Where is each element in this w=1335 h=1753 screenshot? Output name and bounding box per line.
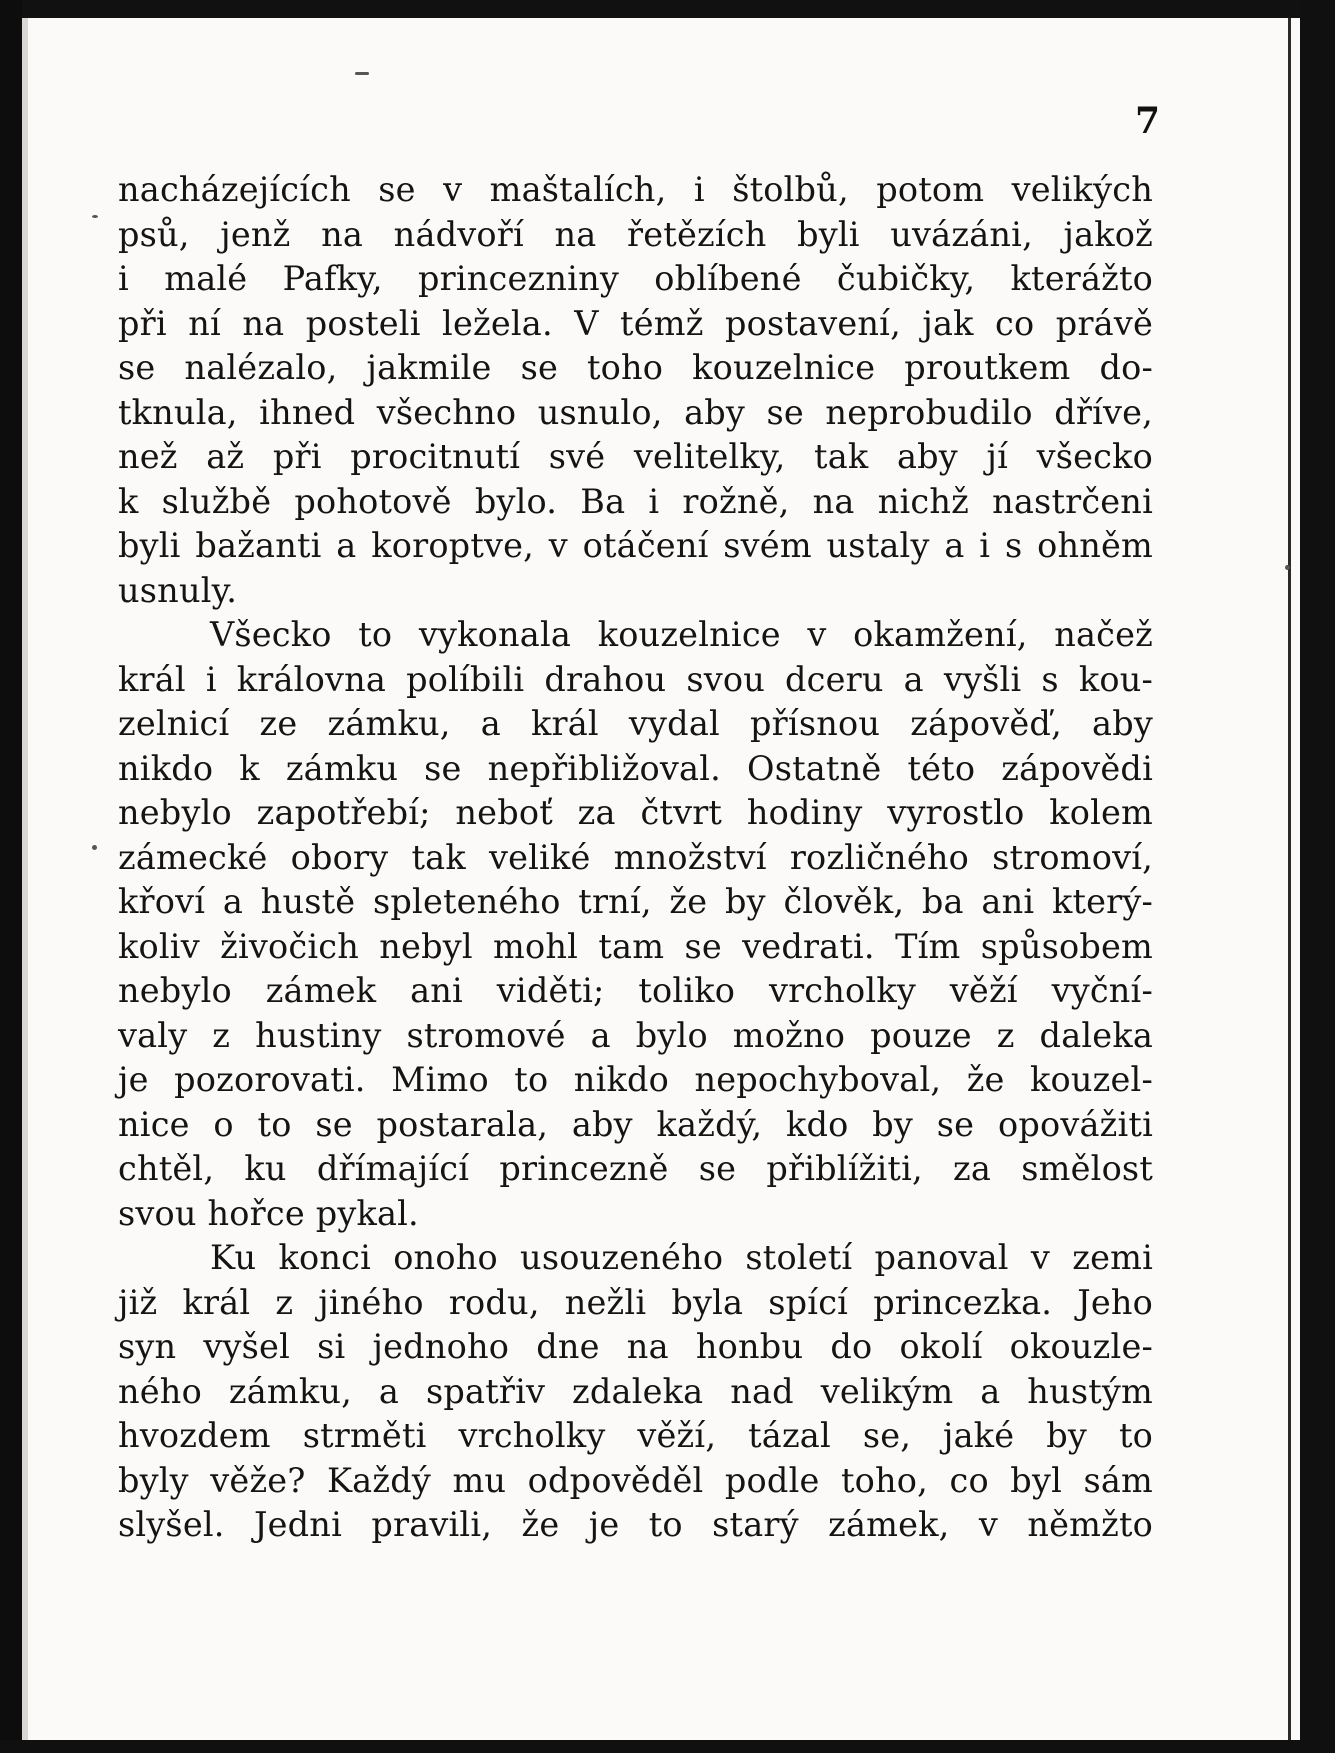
text-line: než až při procitnutí své velitelky, tak aby jí všecko — [118, 437, 1153, 476]
text-line: nacházejících se v maštalích, i štolbů, potom velikých — [118, 170, 1153, 209]
dust-speck — [92, 845, 97, 850]
text-line: zámecké obory tak veliké množství rozličného stromoví, — [118, 837, 1153, 877]
text-line: k službě pohotově bylo. Ba i rožně, na nichž nastrčeni — [118, 481, 1153, 521]
text-line: svou hořce pykal. — [118, 1193, 419, 1233]
text-line: nebylo zapotřebí; neboť za čtvrt hodiny vyrostlo kolem — [118, 793, 1153, 832]
text-line: je pozorovati. Mimo to nikdo nepochyboval, že kouzel- — [118, 1060, 1153, 1099]
scan-left-edge — [0, 0, 22, 1753]
text-line: hvozdem strměti vrcholky věží, tázal se, jaké by to — [118, 1416, 1153, 1455]
text-line: nebylo zámek ani viděti; toliko vrcholky věží vyční- — [118, 971, 1153, 1010]
scan-right-border — [1300, 0, 1335, 1753]
text-line: syn vyšel si jednoho dne na honbu do okolí okouzle- — [118, 1327, 1153, 1366]
dust-speck — [92, 215, 98, 218]
text-line: nikdo k zámku se nepřibližoval. Ostatně této zápovědi — [118, 748, 1153, 788]
text-line: při ní na posteli ležela. V témž postavení, jak co právě — [118, 303, 1153, 343]
text-line: byly věže? Každý mu odpověděl podle toho, co byl sám — [118, 1460, 1153, 1500]
text-line: křoví a hustě spleteného trní, že by člověk, ba ani který- — [118, 882, 1153, 921]
text-line: již král z jiného rodu, nežli byla spící princezka. Jeho — [118, 1282, 1153, 1322]
text-line: i malé Pafky, princezniny oblíbené čubičky, kterážto — [118, 259, 1153, 298]
text-line: král i královna políbili drahou svou dceru a vyšli s kou- — [118, 659, 1153, 699]
text-line: nice o to se postarala, aby každý, kdo by se opovážiti — [118, 1104, 1153, 1144]
text-line: valy z hustiny stromové a bylo možno pouze z daleka — [118, 1015, 1153, 1055]
text-line: koliv živočich nebyl mohl tam se vedrati. Tím spůsobem — [118, 926, 1153, 966]
text-line: ného zámku, a spatřiv zdaleka nad velikým a hustým — [118, 1371, 1153, 1411]
text-line: tknula, ihned všechno usnulo, aby se neprobudilo dříve, — [118, 392, 1153, 432]
paragraph-first-line: Ku konci onoho usouzeného století panoval v zemi — [210, 1238, 1153, 1277]
page-edge-rule — [1288, 18, 1291, 1740]
paragraph-first-line: Všecko to vykonala kouzelnice v okamžení, načež — [210, 615, 1153, 654]
text-line: psů, jenž na nádvoří na řetězích byli uvázáni, jakož — [118, 214, 1153, 254]
text-line: slyšel. Jedni pravili, že je to starý zámek, v němžto — [118, 1505, 1153, 1544]
text-line: se nalézalo, jakmile se toho kouzelnice proutkem do- — [118, 348, 1153, 387]
text-line: chtěl, ku dřímající princezně se přiblížiti, za smělost — [118, 1149, 1153, 1188]
text-line: zelnicí ze zámku, a král vydal přísnou zápověď, aby — [118, 704, 1153, 743]
body-text — [118, 168, 1153, 1548]
dust-speck — [1285, 565, 1290, 570]
page-number: 7 — [1134, 100, 1160, 142]
dust-speck — [355, 72, 369, 75]
scan-bottom-border — [0, 1740, 1335, 1753]
text-line: usnuly. — [118, 570, 238, 610]
text-line: byli bažanti a koroptve, v otáčení svém ustaly a i s ohněm — [118, 526, 1153, 565]
